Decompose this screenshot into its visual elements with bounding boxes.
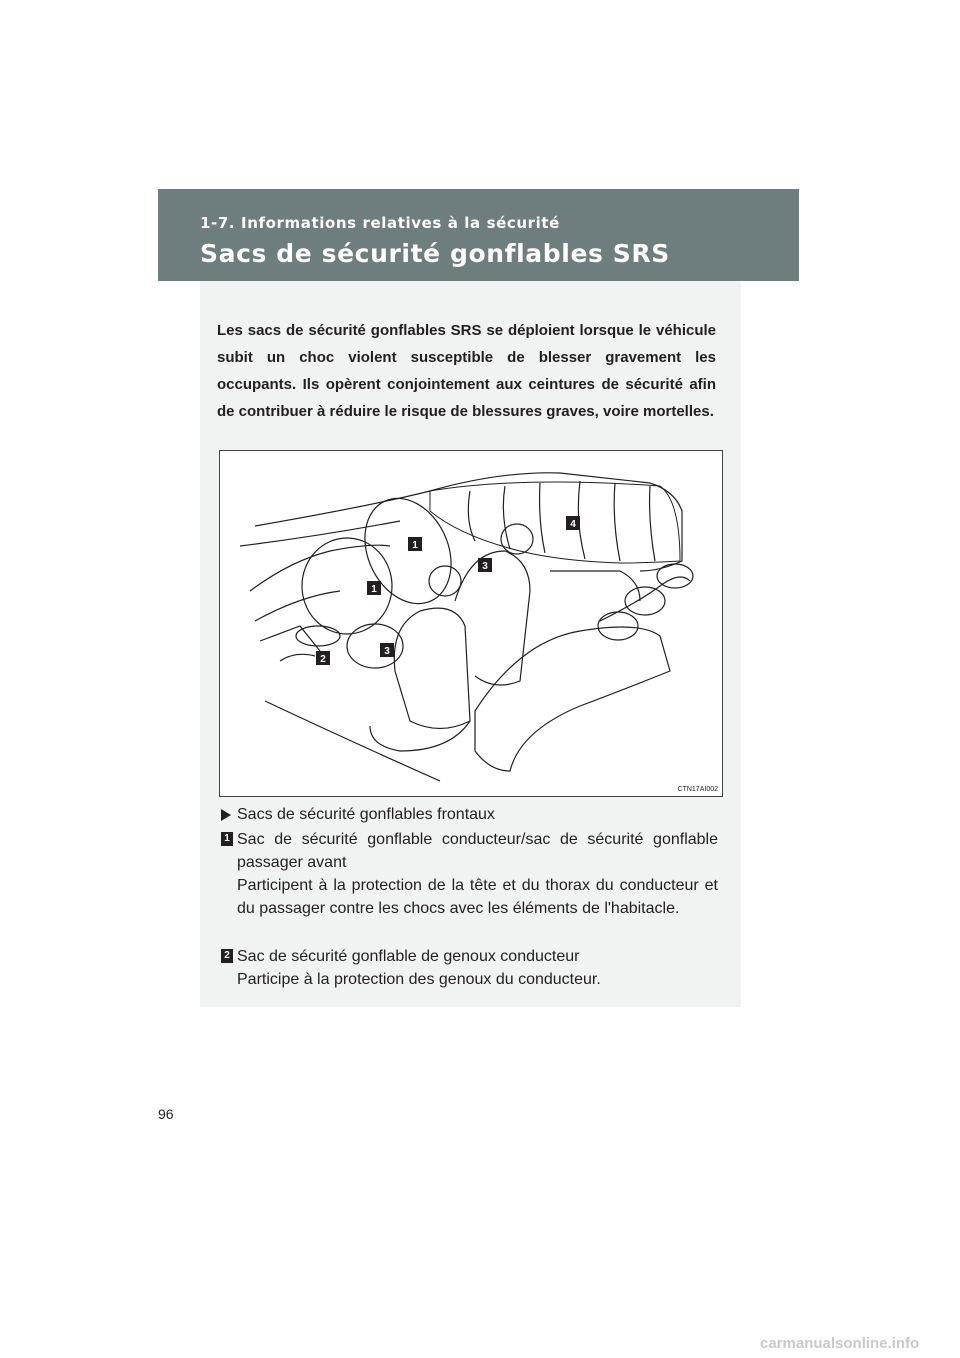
number-2-badge: 2 (221, 949, 233, 963)
number-1-badge: 1 (221, 832, 233, 846)
intro-paragraph: Les sacs de sécurité gonflables SRS se déploient lorsque le véhicule subit un choc violent susceptible de blesser gravement les occupants. Ils opèrent conjointement aux ceintures de sécurité afin de contribuer à réduire le risque de blessures graves, voire mortelles. (217, 322, 716, 420)
list-item-1 (218, 828, 718, 920)
section-header (158, 189, 799, 281)
page-number: 96 (158, 1106, 174, 1122)
airbag-illustration (219, 450, 723, 797)
watermark: carmanualsonline.info (760, 1335, 920, 1352)
list-item-1-title: Sac de sécurité gonflable conducteur/sac de sécurité gonflable passager avant (237, 831, 718, 871)
list-item-2 (218, 945, 718, 991)
callout-3-passenger: 3 (482, 561, 488, 572)
arrow-icon (221, 809, 231, 821)
list-heading (218, 803, 718, 826)
list-item-1-desc: Participent à la protection de la tête et du thorax du conducteur et du passager contre les chocs avec les éléments de l'habitacle. (237, 877, 718, 917)
list-heading-text: Sacs de sécurité gonflables frontaux (237, 806, 495, 823)
content-panel (200, 281, 741, 1007)
list-item-2-desc: Participe à la protection des genoux du conducteur. (237, 971, 601, 988)
list-item-2-title: Sac de sécurité gonflable de genoux conducteur (237, 948, 580, 965)
figure-code: CTN17AI002 (677, 786, 718, 793)
callout-1-passenger: 1 (412, 540, 418, 551)
callout-3-driver: 3 (384, 646, 390, 657)
car-interior-drawing (220, 451, 722, 796)
callout-2: 2 (320, 654, 326, 665)
callout-1-driver: 1 (371, 584, 377, 595)
section-title: 1-7. Informations relatives à la sécurité (200, 214, 560, 232)
callout-4: 4 (570, 519, 576, 530)
page-title: Sacs de sécurité gonflables SRS (200, 239, 670, 268)
